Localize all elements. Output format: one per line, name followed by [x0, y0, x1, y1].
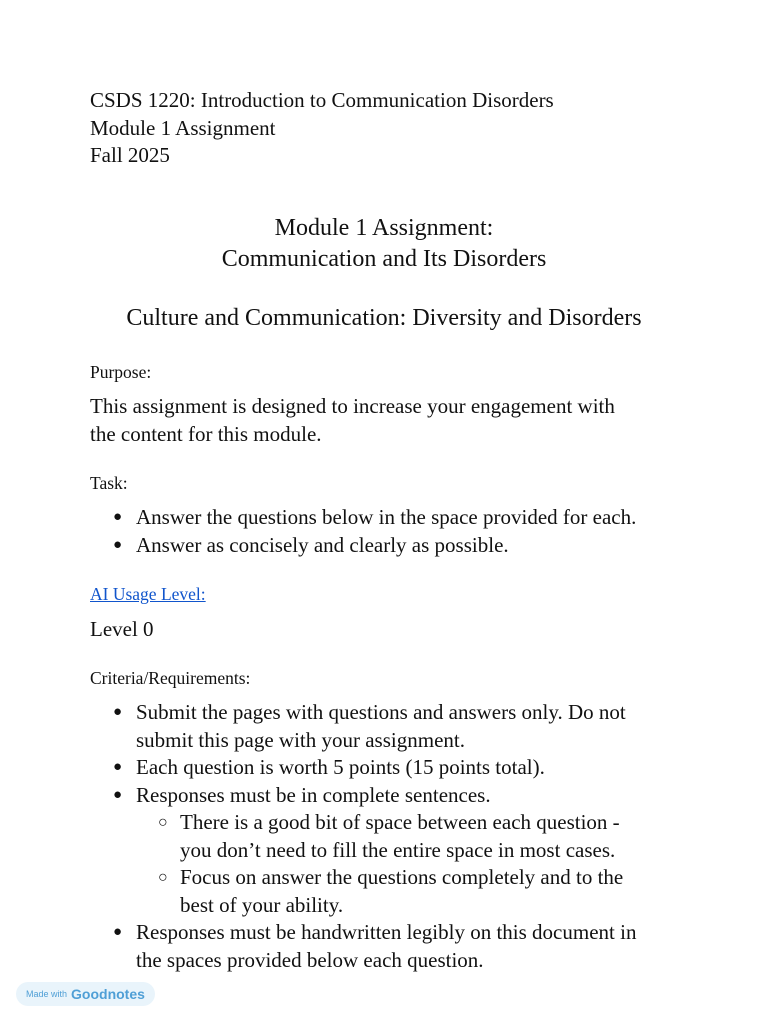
- task-label: Task:: [90, 473, 128, 493]
- course-name: CSDS 1220: Introduction to Communication Disorders: [90, 88, 554, 112]
- list-item: ● Each question is worth 5 points (15 points total).: [0, 754, 636, 782]
- list-item: [0, 919, 636, 974]
- goodnotes-logo-text: Goodnotes: [71, 986, 145, 1002]
- purpose-text: [90, 392, 615, 448]
- criteria-list: [0, 699, 636, 974]
- ai-usage-link[interactable]: [90, 583, 206, 605]
- list-item: ● Answer the questions below in the space provided for each.: [0, 504, 636, 532]
- criteria-sub-2-line-1: Focus on answer the questions completely and to the: [180, 865, 624, 889]
- criteria-item-1-line-1: Submit the pages with questions and answers only. Do not: [136, 700, 626, 724]
- badge-prefix: Made with: [26, 989, 68, 999]
- task-list: [0, 504, 636, 559]
- criteria-item-4-line-2: the spaces provided below each question.: [136, 947, 484, 972]
- criteria-sub-2-line-2: best of your ability.: [180, 892, 344, 917]
- term: Fall 2025: [90, 143, 170, 167]
- list-item: ● Answer as concisely and clearly as possible.: [0, 532, 636, 560]
- list-item: ● Responses must be in complete sentences.: [0, 782, 636, 810]
- assignment-subtitle: Culture and Communication: Diversity and Disorders: [126, 305, 642, 331]
- ai-usage-link-text[interactable]: AI Usage Level:: [90, 584, 206, 604]
- criteria-sub-1-line-2: you don’t need to fill the entire space in most cases.: [180, 837, 616, 862]
- list-subitem: [0, 864, 636, 919]
- criteria-item-4-line-1: Responses must be handwritten legibly on this document in: [136, 920, 637, 944]
- criteria-sub-1-line-1: There is a good bit of space between each question -: [180, 810, 620, 834]
- title-line-1: Module 1 Assignment:: [274, 215, 494, 241]
- assignment-title: [0, 213, 768, 275]
- list-subitem: [0, 809, 636, 864]
- criteria-item-1-line-2: submit this page with your assignment.: [136, 727, 465, 752]
- criteria-label: Criteria/Requirements:: [90, 668, 251, 688]
- ai-usage-value: Level 0: [90, 617, 154, 641]
- list-item: [0, 699, 636, 754]
- title-line-2: Communication and Its Disorders: [221, 246, 547, 272]
- purpose-line-2: the content for this module.: [90, 422, 322, 446]
- course-header: [90, 87, 554, 170]
- module-name: Module 1 Assignment: [90, 115, 276, 140]
- purpose-line-1: This assignment is designed to increase your engagement with: [90, 394, 615, 418]
- made-with-goodnotes-badge[interactable]: [16, 982, 155, 1006]
- purpose-label: Purpose:: [90, 362, 152, 382]
